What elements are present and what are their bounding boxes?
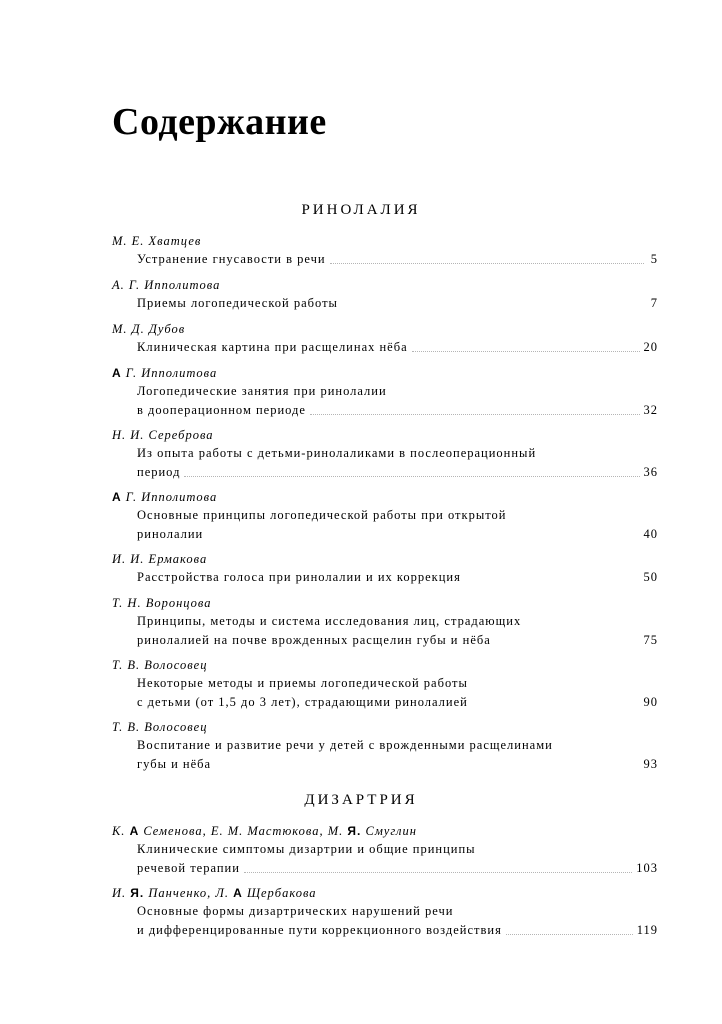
- entry-author: М. Д. Дубов: [112, 322, 186, 336]
- section-heading-rhinolalia: РИНОЛАЛИЯ: [301, 202, 421, 218]
- entry-title: Приемы логопедической работы: [137, 296, 338, 310]
- author-rest: Г. Ипполитова: [121, 490, 218, 504]
- entry-page-number: 36: [643, 465, 658, 479]
- entry-title: Принципы, методы и система исследования лиц, страдающих: [137, 614, 522, 628]
- section-heading-dysarthria: ДИЗАРТРИЯ: [304, 792, 418, 808]
- entry-author: Т. Н. Воронцова: [112, 596, 212, 610]
- entry-title-cont: период: [137, 465, 181, 479]
- entry-author: И. И. Ермакова: [112, 552, 208, 566]
- author-initial: А: [112, 366, 122, 380]
- entry-page-number: 40: [643, 527, 658, 541]
- leader-dots: [472, 705, 640, 706]
- entry-page-number: 103: [636, 861, 658, 875]
- entry-last-line: [112, 525, 658, 544]
- author-part: И.: [112, 886, 131, 900]
- entry-author: А. Г. Ипполитова: [112, 278, 221, 292]
- author-initial: А: [129, 824, 140, 838]
- leader-dots: [465, 580, 640, 581]
- entry-last-line: [112, 338, 658, 357]
- author-rest: Г. Ипполитова: [121, 366, 218, 380]
- entry-page-number: 119: [636, 923, 658, 937]
- leader-dots: [330, 262, 644, 264]
- toc-entry: [112, 488, 658, 544]
- page-title: Содержание: [112, 101, 327, 143]
- entry-last-line: [112, 693, 658, 712]
- toc-entry: [112, 884, 658, 940]
- entry-page-number: 93: [643, 757, 658, 771]
- leader-dots: [342, 306, 644, 307]
- entry-last-line: [112, 755, 658, 774]
- leader-dots: [506, 933, 633, 935]
- entry-last-line: [112, 401, 658, 420]
- toc-entry: [112, 550, 658, 587]
- entry-last-line: [112, 463, 658, 482]
- entry-page-number: 90: [643, 695, 658, 709]
- toc-entry: [112, 718, 658, 774]
- leader-dots: [310, 413, 640, 415]
- author-initial: А: [233, 886, 243, 900]
- entry-title-cont: в дооперационном периоде: [137, 403, 306, 417]
- author-part: Щербакова: [242, 886, 317, 900]
- toc-entry: [112, 364, 658, 420]
- entry-last-line: [112, 568, 658, 587]
- toc-entry: [112, 656, 658, 712]
- leader-dots: [215, 767, 639, 768]
- entry-title-cont: речевой терапии: [137, 861, 240, 875]
- entry-page-number: 5: [650, 252, 658, 266]
- entry-author: [112, 884, 658, 902]
- entry-last-line: [112, 859, 658, 878]
- toc-entry: [112, 426, 658, 482]
- author-initial: Я.: [130, 886, 145, 900]
- toc-entry: [112, 320, 658, 357]
- entry-page-number: 32: [643, 403, 658, 417]
- entry-author: Т. В. Волосовец: [112, 720, 208, 734]
- entry-title-cont: губы и нёба: [137, 757, 212, 771]
- entry-page-number: 75: [643, 633, 658, 647]
- entry-last-line: [112, 294, 658, 313]
- leader-dots: [244, 871, 632, 873]
- toc-entry: [112, 232, 658, 269]
- toc-entry: [112, 822, 658, 878]
- entry-last-line: [112, 250, 658, 269]
- entry-page-number: 7: [650, 296, 658, 310]
- entry-title: Клиническая картина при расщелинах нёба: [137, 340, 408, 354]
- entry-last-line: [112, 921, 658, 940]
- author-part: К.: [112, 824, 130, 838]
- entry-last-line: [112, 631, 658, 650]
- leader-dots: [184, 475, 639, 477]
- entry-title-cont: ринолалией на почве врожденных расщелин губы и нёба: [137, 633, 491, 647]
- entry-page-number: 50: [643, 570, 658, 584]
- entry-author: [112, 822, 658, 840]
- entry-title: Основные формы дизартрических нарушений речи: [137, 904, 454, 918]
- toc-entry: [112, 276, 658, 313]
- entry-title-cont: и дифференцированные пути коррекционного воздействия: [137, 923, 502, 937]
- leader-dots: [495, 643, 640, 644]
- toc-entry: [112, 594, 658, 650]
- entry-author: Т. В. Волосовец: [112, 658, 208, 672]
- entry-author: Н. И. Сереброва: [112, 428, 214, 442]
- entry-title: Расстройства голоса при ринолалии и их коррекция: [137, 570, 461, 584]
- leader-dots: [412, 350, 640, 352]
- entry-author: М. Е. Хватцев: [112, 234, 202, 248]
- entry-title: Клинические симптомы дизартрии и общие принципы: [137, 842, 476, 856]
- entry-title: Логопедические занятия при ринолалии: [137, 384, 387, 398]
- entry-title: Из опыта работы с детьми-ринолаликами в послеоперационный: [137, 446, 537, 460]
- author-initial: А: [112, 490, 122, 504]
- entry-title: Некоторые методы и приемы логопедической работы: [137, 676, 468, 690]
- entry-title: Воспитание и развитие речи у детей с врожденными расщелинами: [137, 738, 553, 752]
- author-initial: Я.: [347, 824, 362, 838]
- entry-author: [112, 364, 658, 382]
- entry-title-cont: ринолалии: [137, 527, 204, 541]
- entry-page-number: 20: [643, 340, 658, 354]
- entry-title-cont: с детьми (от 1,5 до 3 лет), страдающими ринолалией: [137, 695, 468, 709]
- author-part: Панченко, Л.: [144, 886, 234, 900]
- leader-dots: [207, 537, 639, 538]
- entry-title: Основные принципы логопедической работы при открытой: [137, 508, 507, 522]
- author-part: Семенова, Е. М. Мастюкова, М.: [139, 824, 348, 838]
- entry-title: Устранение гнусавости в речи: [137, 252, 326, 266]
- entry-author: [112, 488, 658, 506]
- author-part: Смуглин: [361, 824, 417, 838]
